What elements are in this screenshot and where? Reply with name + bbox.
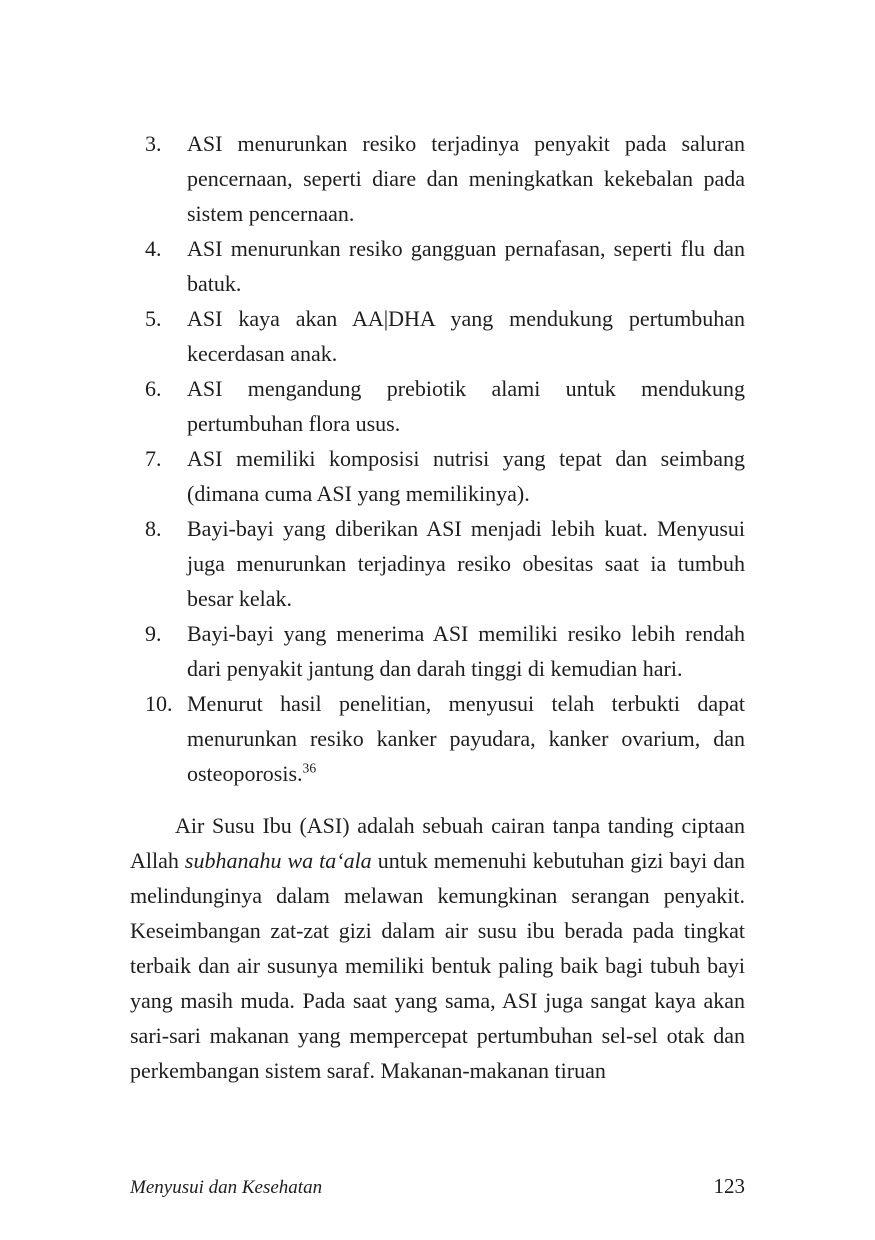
- benefits-list: [130, 126, 745, 791]
- list-item-number: 3.: [145, 131, 162, 156]
- text-segment: ASI memiliki komposisi nutrisi yang tepat dan seimbang (dimana cuma ASI yang memilikinya).: [187, 446, 745, 506]
- list-item: [130, 126, 745, 231]
- list-item-number: 5.: [145, 306, 162, 331]
- list-item: [130, 511, 745, 616]
- list-item-number: 6.: [145, 376, 162, 401]
- list-item-number: 10.: [145, 691, 173, 716]
- text-segment: ASI kaya akan AA|DHA yang mendukung pertumbuhan kecerdasan anak.: [187, 306, 745, 366]
- text-segment: Bayi-bayi yang diberikan ASI menjadi lebih kuat. Menyusui juga menurunkan terjadinya resiko obesitas saat ia tumbuh besar kelak.: [187, 516, 745, 611]
- page-number: 123: [713, 1174, 745, 1198]
- running-title: Menyusui dan Kesehatan: [130, 1177, 323, 1198]
- page-footer: [130, 1174, 745, 1199]
- list-item: [130, 616, 745, 686]
- list-item-text: [187, 621, 745, 681]
- list-item-text: [187, 306, 745, 366]
- text-segment: ASI menurunkan resiko terjadinya penyakit pada saluran pencernaan, seperti diare dan meningkatkan kekebalan pada sistem pencernaan.: [187, 131, 745, 226]
- text-segment: ASI mengandung prebiotik alami untuk mendukung pertumbuhan flora usus.: [187, 376, 745, 436]
- list-item: [130, 441, 745, 511]
- list-item-text: [187, 236, 745, 296]
- list-item-number: 9.: [145, 621, 162, 646]
- text-segment: Bayi-bayi yang menerima ASI memiliki resiko lebih rendah dari penyakit jantung dan darah tinggi di kemudian hari.: [187, 621, 745, 681]
- list-item: [130, 301, 745, 371]
- text-segment: untuk memenuhi kebutuhan gizi bayi dan melindunginya dalam melawan kemungkinan serangan penyakit. Keseimbangan zat-zat gizi dalam air susu ibu berada pada tingkat terbaik dan air susunya memiliki bentuk paling baik bagi tubuh bayi yang masih muda. Pada saat yang sama, ASI juga sangat kaya akan sari-sari makanan yang mempercepat pertumbuhan sel-sel otak dan perkembangan sistem saraf. Makanan-makanan tiruan: [130, 848, 745, 1083]
- text-segment: ASI menurunkan resiko gangguan pernafasan, seperti flu dan batuk.: [187, 236, 745, 296]
- list-item-text: [187, 691, 745, 786]
- text-segment-sup: 36: [302, 760, 317, 776]
- text-segment-italic: subhanahu wa ta‘ala: [184, 848, 372, 873]
- list-item-text: [187, 376, 745, 436]
- list-item-text: [187, 446, 745, 506]
- list-item: [130, 686, 745, 791]
- paragraph-text: [130, 808, 745, 1088]
- list-item-number: 7.: [145, 446, 162, 471]
- text-segment: Air Susu Ibu (ASI) adalah sebuah cairan tanpa tanding ciptaan Allah: [130, 813, 745, 873]
- list-item: [130, 231, 745, 301]
- list-item-number: 8.: [145, 516, 162, 541]
- list-item-text: [187, 131, 745, 226]
- page-content: [130, 126, 745, 1088]
- text-segment: Menurut hasil penelitian, menyusui telah terbukti dapat menurunkan resiko kanker payudara, kanker ovarium, dan osteoporosis.: [187, 691, 745, 786]
- list-item-text: [187, 516, 745, 611]
- list-item: [130, 371, 745, 441]
- list-item-number: 4.: [145, 236, 162, 261]
